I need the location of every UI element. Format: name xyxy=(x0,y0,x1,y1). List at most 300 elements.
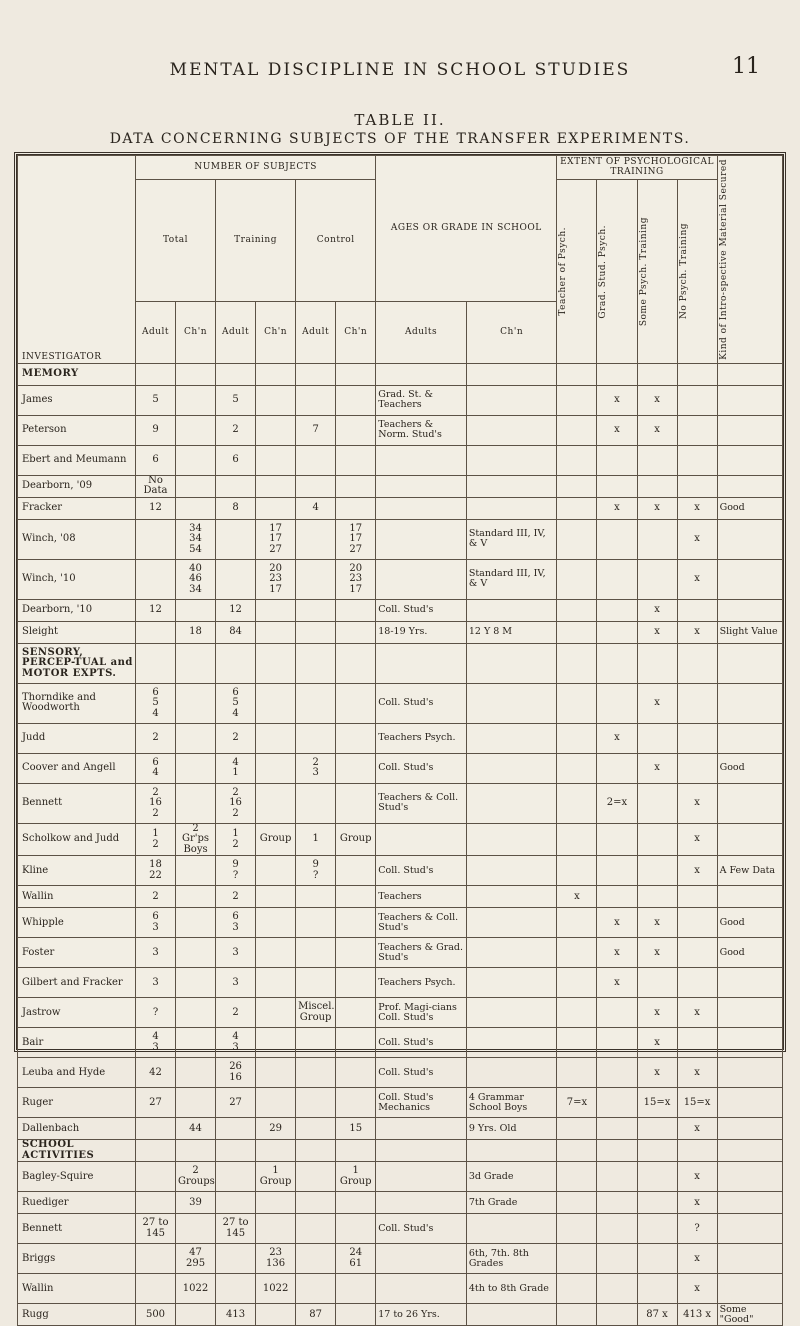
ca-cell: 4 xyxy=(296,497,336,519)
tc-cell: 47 295 xyxy=(176,1244,216,1274)
cc-cell: 24 61 xyxy=(336,1244,376,1274)
tra-cell: 2 xyxy=(216,886,256,908)
trc-cell xyxy=(256,475,296,497)
g-cell: 2=x xyxy=(597,783,637,823)
s-cell: x xyxy=(637,415,677,445)
empty-cell xyxy=(597,643,637,683)
t-cell xyxy=(557,1214,597,1244)
table-row xyxy=(18,723,783,753)
cc-cell: 15 xyxy=(336,1118,376,1140)
s-cell xyxy=(637,1274,677,1304)
section-label: MEMORY xyxy=(18,363,136,385)
tra-cell: 2 xyxy=(216,723,256,753)
empty-cell xyxy=(216,363,256,385)
k-cell: Good xyxy=(717,497,782,519)
chn-cell xyxy=(466,856,557,886)
g-cell xyxy=(597,1088,637,1118)
empty-cell xyxy=(296,643,336,683)
total-header: Total xyxy=(135,180,215,302)
empty-cell xyxy=(597,363,637,385)
investigator-cell: Winch, '10 xyxy=(18,559,136,599)
tra-cell: 12 xyxy=(216,599,256,621)
adults-cell: Coll. Stud's xyxy=(376,1058,467,1088)
ca-cell xyxy=(296,886,336,908)
ta-cell xyxy=(135,1118,175,1140)
ca-cell xyxy=(296,723,336,753)
investigator-cell: Wallin xyxy=(18,886,136,908)
adults-cell: Teachers & Coll. Stud's xyxy=(376,783,467,823)
control-adult-header: Adult xyxy=(296,302,336,364)
table-row xyxy=(18,445,783,475)
tra-cell: 9 ? xyxy=(216,856,256,886)
empty-cell xyxy=(256,643,296,683)
table-row xyxy=(18,753,783,783)
g-cell: x xyxy=(597,938,637,968)
ages-header: AGES OR GRADE IN SCHOOL xyxy=(376,156,557,302)
chn-cell: 3d Grade xyxy=(466,1162,557,1192)
ca-cell xyxy=(296,1192,336,1214)
empty-cell xyxy=(717,643,782,683)
investigator-cell: Bagley-Squire xyxy=(18,1162,136,1192)
s-cell xyxy=(637,1118,677,1140)
table-row xyxy=(18,1214,783,1244)
trc-cell xyxy=(256,783,296,823)
investigator-header: INVESTIGATOR xyxy=(18,156,136,364)
empty-cell xyxy=(637,643,677,683)
g-cell xyxy=(597,1192,637,1214)
s-cell: x xyxy=(637,1058,677,1088)
investigator-cell: Dearborn, '09 xyxy=(18,475,136,497)
adults-cell xyxy=(376,519,467,559)
investigator-cell: Wallin xyxy=(18,1274,136,1304)
trc-cell xyxy=(256,599,296,621)
tra-cell: 6 5 4 xyxy=(216,683,256,723)
cc-cell: 1 Group xyxy=(336,1162,376,1192)
k-cell xyxy=(717,385,782,415)
empty-cell xyxy=(677,643,717,683)
ta-cell xyxy=(135,519,175,559)
g-cell xyxy=(597,559,637,599)
tra-cell xyxy=(216,1118,256,1140)
k-cell xyxy=(717,998,782,1028)
table-row xyxy=(18,497,783,519)
k-cell: Good xyxy=(717,908,782,938)
ta-cell: 9 xyxy=(135,415,175,445)
ca-cell xyxy=(296,1214,336,1244)
k-cell: A Few Data xyxy=(717,856,782,886)
investigator-cell: Fracker xyxy=(18,497,136,519)
tc-cell xyxy=(176,599,216,621)
t-cell xyxy=(557,856,597,886)
extent-header: EXTENT OF PSYCHOLOGICAL TRAINING xyxy=(557,156,717,180)
table-row xyxy=(18,823,783,856)
table-row xyxy=(18,385,783,415)
tc-cell: 44 xyxy=(176,1118,216,1140)
tra-cell: 26 16 xyxy=(216,1058,256,1088)
tc-cell: 2 Gr'ps Boys xyxy=(176,823,216,856)
ta-cell: 6 4 xyxy=(135,753,175,783)
tc-cell xyxy=(176,385,216,415)
k-cell xyxy=(717,1162,782,1192)
empty-cell xyxy=(717,1140,782,1162)
cc-cell xyxy=(336,998,376,1028)
n-cell: 413 x xyxy=(677,1304,717,1326)
s-cell: x xyxy=(637,753,677,783)
table-number: TABLE II. xyxy=(354,111,446,129)
g-cell xyxy=(597,823,637,856)
ca-cell xyxy=(296,1162,336,1192)
t-cell xyxy=(557,1244,597,1274)
ca-cell: 2 3 xyxy=(296,753,336,783)
adults-cell: Teachers Psych. xyxy=(376,968,467,998)
ta-cell xyxy=(135,621,175,643)
n-cell xyxy=(677,886,717,908)
trc-cell xyxy=(256,1058,296,1088)
s-cell xyxy=(637,475,677,497)
n-cell: x xyxy=(677,497,717,519)
cc-cell xyxy=(336,599,376,621)
t-cell xyxy=(557,445,597,475)
n-cell: x xyxy=(677,621,717,643)
s-cell xyxy=(637,1192,677,1214)
n-cell xyxy=(677,938,717,968)
ca-cell: 7 xyxy=(296,415,336,445)
empty-cell xyxy=(296,363,336,385)
ca-cell xyxy=(296,968,336,998)
adults-cell xyxy=(376,1274,467,1304)
trc-cell xyxy=(256,856,296,886)
cc-cell xyxy=(336,1192,376,1214)
n-cell xyxy=(677,475,717,497)
tra-cell: 8 xyxy=(216,497,256,519)
empty-cell xyxy=(717,363,782,385)
trc-cell xyxy=(256,1214,296,1244)
s-cell xyxy=(637,445,677,475)
investigator-cell: Bennett xyxy=(18,783,136,823)
investigator-cell: Bair xyxy=(18,1028,136,1058)
k-cell xyxy=(717,1214,782,1244)
investigator-cell: James xyxy=(18,385,136,415)
k-cell: Good xyxy=(717,753,782,783)
t-cell xyxy=(557,497,597,519)
tra-cell: 6 3 xyxy=(216,908,256,938)
empty-cell xyxy=(336,1140,376,1162)
tc-cell: 18 xyxy=(176,621,216,643)
grad-stud-header: Grad. Stud. Psych. xyxy=(597,180,637,364)
chn-cell xyxy=(466,385,557,415)
ta-cell xyxy=(135,1244,175,1274)
g-cell: x xyxy=(597,968,637,998)
adults-cell xyxy=(376,1192,467,1214)
ta-cell: No Data xyxy=(135,475,175,497)
chn-cell: 4th to 8th Grade xyxy=(466,1274,557,1304)
tc-cell xyxy=(176,886,216,908)
table-row xyxy=(18,968,783,998)
s-cell: x xyxy=(637,683,677,723)
introspective-header: Kind of Intro-spective Material Secured xyxy=(717,156,782,364)
adults-cell: Teachers xyxy=(376,886,467,908)
trc-cell: 23 136 xyxy=(256,1244,296,1274)
cc-cell xyxy=(336,783,376,823)
adults-cell: Prof. Magi-cians Coll. Stud's xyxy=(376,998,467,1028)
ta-cell: 12 xyxy=(135,497,175,519)
chn-cell xyxy=(466,783,557,823)
ta-cell xyxy=(135,1162,175,1192)
n-cell: ? xyxy=(677,1214,717,1244)
trc-cell: Group xyxy=(256,823,296,856)
cc-cell xyxy=(336,445,376,475)
chn-cell xyxy=(466,497,557,519)
t-cell xyxy=(557,998,597,1028)
empty-cell xyxy=(557,1140,597,1162)
cc-cell xyxy=(336,621,376,643)
t-cell xyxy=(557,823,597,856)
t-cell xyxy=(557,475,597,497)
ca-cell xyxy=(296,519,336,559)
n-cell: x xyxy=(677,998,717,1028)
trc-cell xyxy=(256,415,296,445)
table-row xyxy=(18,1192,783,1214)
trc-cell: 20 23 17 xyxy=(256,559,296,599)
cc-cell xyxy=(336,723,376,753)
empty-cell xyxy=(176,1140,216,1162)
tra-cell: 5 xyxy=(216,385,256,415)
t-cell xyxy=(557,599,597,621)
ta-cell: 5 xyxy=(135,385,175,415)
table-row xyxy=(18,1244,783,1274)
running-title: MENTAL DISCIPLINE IN SCHOOL STUDIES xyxy=(169,60,631,80)
k-cell: Slight Value xyxy=(717,621,782,643)
cc-cell xyxy=(336,1274,376,1304)
ca-cell xyxy=(296,938,336,968)
n-cell xyxy=(677,908,717,938)
s-cell: x xyxy=(637,908,677,938)
cc-cell xyxy=(336,968,376,998)
investigator-cell: Thorndike and Woodworth xyxy=(18,683,136,723)
tra-cell: 4 3 xyxy=(216,1028,256,1058)
section-header-row xyxy=(18,1140,783,1162)
ta-cell xyxy=(135,559,175,599)
k-cell xyxy=(717,1118,782,1140)
table-row xyxy=(18,1118,783,1140)
ca-cell: 87 xyxy=(296,1304,336,1326)
tc-cell: 1022 xyxy=(176,1274,216,1304)
n-cell: x xyxy=(677,1058,717,1088)
n-cell: x xyxy=(677,1244,717,1274)
table-row xyxy=(18,599,783,621)
k-cell xyxy=(717,783,782,823)
cc-cell: Group xyxy=(336,823,376,856)
n-cell xyxy=(677,445,717,475)
n-cell xyxy=(677,599,717,621)
cc-cell xyxy=(336,1028,376,1058)
ca-cell xyxy=(296,783,336,823)
adults-cell: Teachers & Grad. Stud's xyxy=(376,938,467,968)
g-cell xyxy=(597,1118,637,1140)
k-cell xyxy=(717,1244,782,1274)
trc-cell: 29 xyxy=(256,1118,296,1140)
investigator-cell: Kline xyxy=(18,856,136,886)
table-row xyxy=(18,1028,783,1058)
table-row xyxy=(18,908,783,938)
chn-cell xyxy=(466,908,557,938)
investigator-cell: Dallenbach xyxy=(18,1118,136,1140)
k-cell xyxy=(717,415,782,445)
investigator-cell: Leuba and Hyde xyxy=(18,1058,136,1088)
trc-cell xyxy=(256,621,296,643)
n-cell xyxy=(677,753,717,783)
tc-cell: 40 46 34 xyxy=(176,559,216,599)
trc-cell xyxy=(256,1192,296,1214)
trc-cell xyxy=(256,723,296,753)
table-row xyxy=(18,856,783,886)
t-cell xyxy=(557,1118,597,1140)
training-children-header: Ch'n xyxy=(256,302,296,364)
investigator-cell: Dearborn, '10 xyxy=(18,599,136,621)
section-header-row xyxy=(18,363,783,385)
k-cell xyxy=(717,445,782,475)
tc-cell xyxy=(176,783,216,823)
tc-cell: 2 Groups xyxy=(176,1162,216,1192)
k-cell xyxy=(717,1028,782,1058)
g-cell xyxy=(597,753,637,783)
g-cell xyxy=(597,475,637,497)
ta-cell: 12 xyxy=(135,599,175,621)
k-cell xyxy=(717,968,782,998)
empty-cell xyxy=(256,1140,296,1162)
n-cell: x xyxy=(677,783,717,823)
adults-cell xyxy=(376,1118,467,1140)
n-cell: x xyxy=(677,1274,717,1304)
tra-cell: 1 2 xyxy=(216,823,256,856)
adults-cell: Teachers & Coll. Stud's xyxy=(376,908,467,938)
ca-cell xyxy=(296,1118,336,1140)
g-cell xyxy=(597,599,637,621)
empty-cell xyxy=(637,363,677,385)
s-cell xyxy=(637,1214,677,1244)
n-cell xyxy=(677,968,717,998)
n-cell: x xyxy=(677,823,717,856)
empty-cell xyxy=(466,1140,557,1162)
chn-cell xyxy=(466,445,557,475)
investigator-cell: Briggs xyxy=(18,1244,136,1274)
g-cell xyxy=(597,621,637,643)
tc-cell: 34 34 54 xyxy=(176,519,216,559)
tc-cell xyxy=(176,908,216,938)
ta-cell: 2 xyxy=(135,723,175,753)
s-cell: x xyxy=(637,1028,677,1058)
trc-cell xyxy=(256,445,296,475)
cc-cell xyxy=(336,908,376,938)
empty-cell xyxy=(677,363,717,385)
chn-cell xyxy=(466,823,557,856)
chn-cell: 4 Grammar School Boys xyxy=(466,1088,557,1118)
tra-cell: 413 xyxy=(216,1304,256,1326)
k-cell: Some "Good" xyxy=(717,1304,782,1326)
cc-cell xyxy=(336,683,376,723)
adults-cell xyxy=(376,559,467,599)
s-cell xyxy=(637,559,677,599)
t-cell xyxy=(557,753,597,783)
trc-cell: 1022 xyxy=(256,1274,296,1304)
investigator-cell: Sleight xyxy=(18,621,136,643)
table-row xyxy=(18,1088,783,1118)
training-header: Training xyxy=(216,180,296,302)
chn-cell xyxy=(466,1304,557,1326)
tra-cell: 84 xyxy=(216,621,256,643)
cc-cell xyxy=(336,475,376,497)
s-cell: x xyxy=(637,998,677,1028)
adults-cell: Teachers & Norm. Stud's xyxy=(376,415,467,445)
ta-cell: 27 to 145 xyxy=(135,1214,175,1244)
t-cell xyxy=(557,1058,597,1088)
ca-cell: 9 ? xyxy=(296,856,336,886)
cc-cell xyxy=(336,497,376,519)
g-cell xyxy=(597,445,637,475)
n-cell xyxy=(677,415,717,445)
ca-cell: Miscel. Group xyxy=(296,998,336,1028)
g-cell xyxy=(597,1058,637,1088)
tra-cell: 2 xyxy=(216,998,256,1028)
ca-cell xyxy=(296,621,336,643)
g-cell xyxy=(597,998,637,1028)
s-cell: x xyxy=(637,938,677,968)
ca-cell xyxy=(296,599,336,621)
table-row xyxy=(18,519,783,559)
s-cell xyxy=(637,723,677,753)
table-row xyxy=(18,475,783,497)
t-cell xyxy=(557,621,597,643)
trc-cell xyxy=(256,1028,296,1058)
investigator-cell: Scholkow and Judd xyxy=(18,823,136,856)
ca-cell xyxy=(296,1028,336,1058)
empty-cell xyxy=(296,1140,336,1162)
chn-cell xyxy=(466,1058,557,1088)
ta-cell: 3 xyxy=(135,938,175,968)
g-cell xyxy=(597,1244,637,1274)
s-cell xyxy=(637,856,677,886)
tc-cell xyxy=(176,1214,216,1244)
ta-cell: 2 16 2 xyxy=(135,783,175,823)
g-cell: x xyxy=(597,415,637,445)
n-cell: x xyxy=(677,519,717,559)
t-cell xyxy=(557,783,597,823)
table-row xyxy=(18,1058,783,1088)
g-cell xyxy=(597,1214,637,1244)
adults-cell xyxy=(376,1162,467,1192)
ca-cell xyxy=(296,908,336,938)
ta-cell xyxy=(135,1192,175,1214)
ta-cell: 27 xyxy=(135,1088,175,1118)
adults-cell: Coll. Stud's xyxy=(376,1214,467,1244)
tra-cell xyxy=(216,475,256,497)
ta-cell: ? xyxy=(135,998,175,1028)
trc-cell: 17 17 27 xyxy=(256,519,296,559)
adults-cell: Teachers Psych. xyxy=(376,723,467,753)
investigator-cell: Ebert and Meumann xyxy=(18,445,136,475)
ca-cell xyxy=(296,559,336,599)
tc-cell xyxy=(176,723,216,753)
chn-cell xyxy=(466,938,557,968)
tra-cell xyxy=(216,1274,256,1304)
trc-cell xyxy=(256,886,296,908)
cc-cell xyxy=(336,856,376,886)
cc-cell: 17 17 27 xyxy=(336,519,376,559)
s-cell: x xyxy=(637,497,677,519)
tc-cell xyxy=(176,998,216,1028)
adults-cell xyxy=(376,1244,467,1274)
chn-cell xyxy=(466,968,557,998)
